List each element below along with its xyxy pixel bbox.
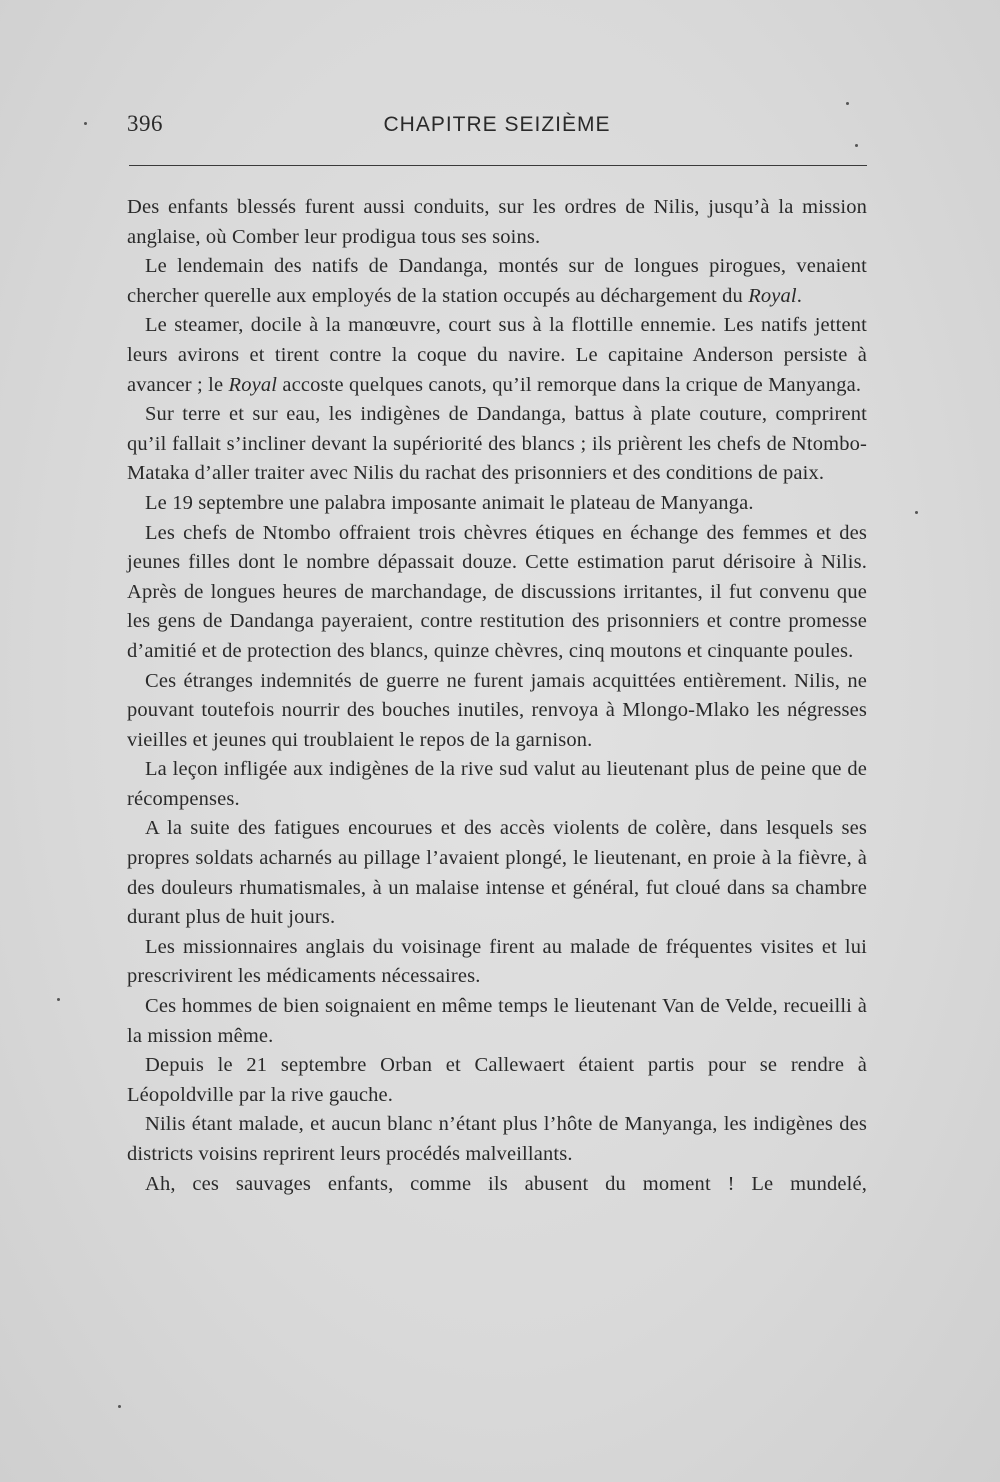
scan-speck <box>84 122 87 125</box>
paragraph: La leçon infligée aux indigènes de la rive sud valut au lieutenant plus de peine que de récompenses. <box>127 758 867 810</box>
paragraph: Ces hommes de bien soignaient en même temps le lieutenant Van de Velde, recueilli à la mission même. <box>127 995 867 1047</box>
paragraph: Des enfants blessés furent aussi conduits, sur les ordres de Nilis, jusqu’à la mission anglaise, où Comber leur prodigua tous ses soins. <box>127 196 867 248</box>
paragraph: Sur terre et sur eau, les indigènes de Dandanga, battus à plate couture, comprirent qu’il fallait s’incliner devant la supériorité des blancs ; ils prièrent les chefs de Ntombo-Mataka d’aller traiter avec Nilis du rachat des prisonniers et des conditions de paix. <box>127 403 867 485</box>
paragraph: Depuis le 21 septembre Orban et Callewaert étaient partis pour se rendre à Léopoldville par la rive gauche. <box>127 1054 867 1106</box>
scan-speck <box>855 144 858 147</box>
body-text <box>127 193 867 1199</box>
paragraph: Les missionnaires anglais du voisinage firent au malade de fréquentes visites et lui prescrivirent les médicaments nécessaires. <box>127 935 867 988</box>
scan-speck <box>846 102 849 105</box>
header-rule <box>129 165 867 166</box>
scan-speck <box>915 511 918 514</box>
paragraph: Nilis étant malade, et aucun blanc n’étant plus l’hôte de Manyanga, les indigènes des districts voisins reprirent leurs procédés malveillants. <box>127 1113 867 1165</box>
page-header <box>127 108 867 142</box>
paragraph: Les chefs de Ntombo offraient trois chèvres étiques en échange des femmes et des jeunes filles dont le nombre dépassait douze. Cette estimation parut dérisoire à Nilis. Après de longues heures de marchandage, de discussions irritantes, il fut convenu que les gens de Dandanga payeraient, contre restitution des prisonniers et contre promesse d’amitié et de protection des blancs, quinze chèvres, cinq moutons et cinquante poules. <box>127 521 867 662</box>
paragraph: Ah, ces sauvages enfants, comme ils abusent du moment ! Le mundelé, <box>145 1172 867 1195</box>
paragraph: Le steamer, docile à la manœuvre, court sus à la flottille ennemie. Les natifs jettent leurs avirons et tirent contre la coque du navire. Le capitaine Anderson persiste à avancer ; le Royal accoste quelques canots, qu’il remorque dans la crique de Manyanga. <box>127 314 867 396</box>
running-title: CHAPITRE SEIZIÈME <box>383 113 611 136</box>
paragraph: A la suite des fatigues encourues et des accès violents de colère, dans lesquels ses propres soldats acharnés au pillage l’avaient plongé, le lieutenant, en proie à la fièvre, à des douleurs rhumatismales, à un malaise intense et général, fut cloué dans sa chambre durant plus de huit jours. <box>127 817 867 929</box>
scan-speck <box>118 1405 121 1408</box>
scan-speck <box>57 998 60 1001</box>
page-number: 396 <box>127 111 163 136</box>
paragraph: Le 19 septembre une palabra imposante animait le plateau de Manyanga. <box>145 491 754 514</box>
paragraph: Ces étranges indemnités de guerre ne furent jamais acquittées entièrement. Nilis, ne pouvant toutefois nourrir des bouches inutiles, renvoya à Mlongo-Mlako les négresses vieilles et jeunes qui troublaient le repos de la garnison. <box>127 669 867 751</box>
paragraph: Le lendemain des natifs de Dandanga, montés sur de longues pirogues, venaient chercher querelle aux employés de la station occupés au déchargement du Royal. <box>127 255 867 307</box>
